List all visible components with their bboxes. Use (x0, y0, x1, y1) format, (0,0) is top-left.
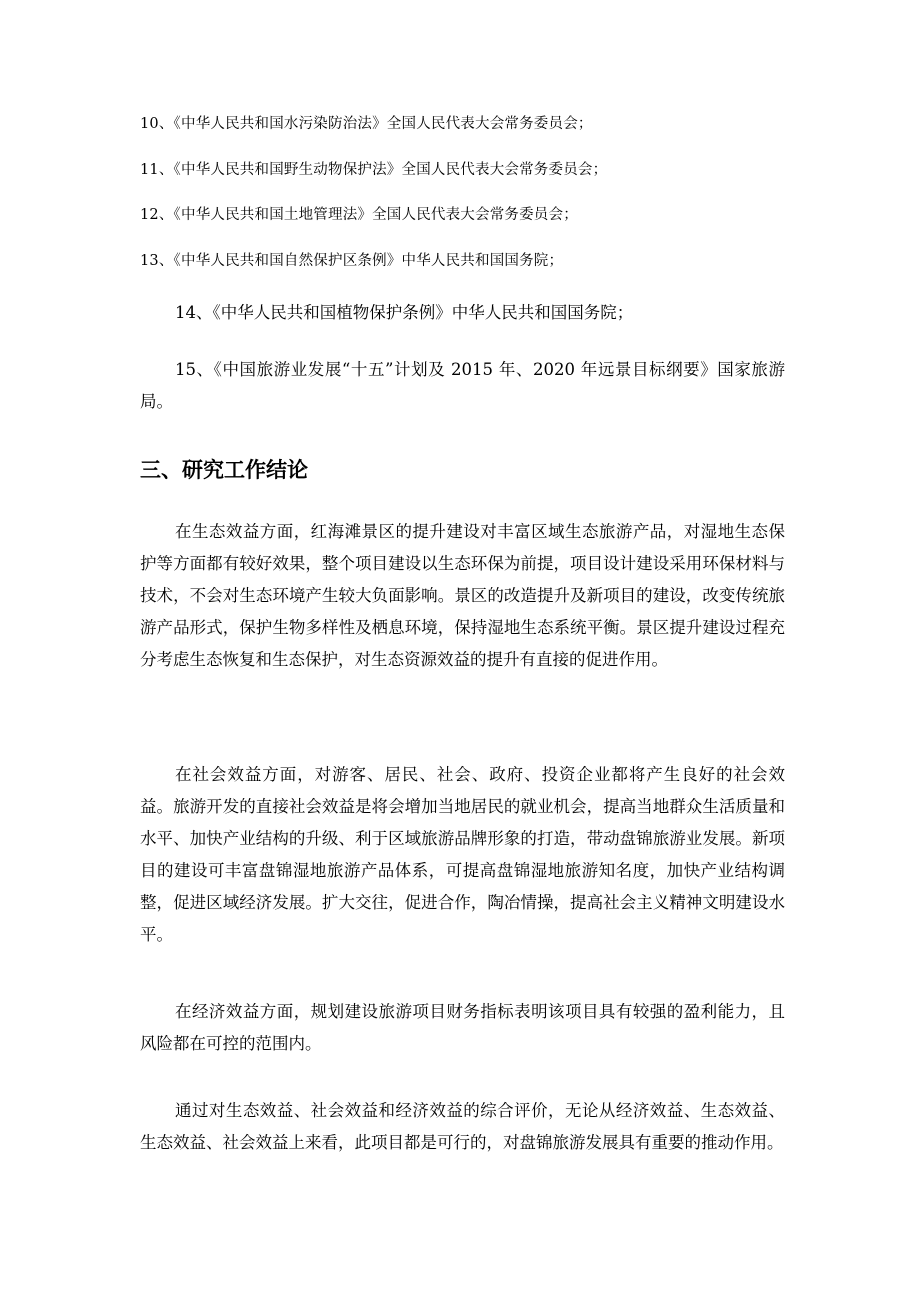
paragraph-economic-benefit: 在经济效益方面，规划建设旅游项目财务指标表明该项目具有较强的盈利能力，且风险都在可控的范围内。 (140, 1002, 785, 1053)
reference-item-11: 11、《中华人民共和国野生动物保护法》全国人民代表大会常务委员会； (140, 162, 608, 178)
reference-item-14: 14、《中华人民共和国植物保护条例》中华人民共和国国务院； (175, 303, 634, 322)
paragraph-ecological-benefit: 在生态效益方面，红海滩景区的提升建设对丰富区域生态旅游产品，对湿地生态保护等方面都有较好效果，整个项目建设以生态环保为前提，项目设计建设采用环保材料与技术，不会对生态环境产生较大负面影响。景区的改造提升及新项目的建设，改变传统旅游产品形式，保护生物多样性及栖息环境，保持湿地生态系统平衡。景区提升建设过程充分考虑生态恢复和生态保护，对生态资源效益的提升有直接的促进作用。 (140, 522, 785, 669)
paragraph-overall-evaluation: 通过对生态效益、社会效益和经济效益的综合评价，无论从经济效益、生态效益、生态效益、社会效益上来看，此项目都是可行的，对盘锦旅游发展具有重要的推动作用。 (140, 1101, 785, 1152)
paragraph-social-benefit: 在社会效益方面，对游客、居民、社会、政府、投资企业都将产生良好的社会效益。旅游开发的直接社会效益是将会增加当地居民的就业机会，提高当地群众生活质量和水平、加快产业结构的升级、利于区域旅游品牌形象的打造，带动盘锦旅游业发展。新项目的建设可丰富盘锦湿地旅游产品体系，可提高盘锦湿地旅游知名度，加快产业结构调整，促进区域经济发展。扩大交往，促进合作，陶冶情操，提高社会主义精神文明建设水平。 (140, 765, 785, 944)
reference-item-12: 12、《中华人民共和国土地管理法》全国人民代表大会常务委员会； (140, 207, 578, 223)
reference-item-13: 13、《中华人民共和国自然保护区条例》中华人民共和国国务院； (140, 253, 564, 269)
section-heading: 三、研究工作结论 (140, 458, 308, 482)
reference-item-15: 15、《中国旅游业发展“十五”计划及 2015 年、2020 年远景目标纲要》国家旅游局。 (140, 360, 785, 411)
reference-item-10: 10、《中华人民共和国水污染防治法》全国人民代表大会常务委员会； (140, 116, 593, 132)
